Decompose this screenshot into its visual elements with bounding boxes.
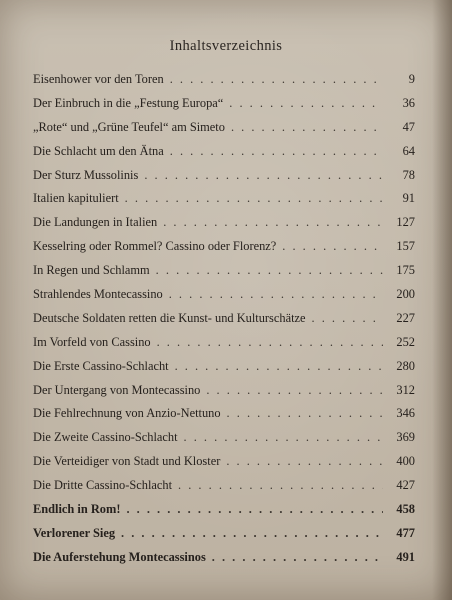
toc-entry [33, 287, 415, 311]
toc-entry-title: Deutsche Soldaten retten die Kunst- und Kulturschätze [33, 310, 306, 325]
toc-entry-title: Kesselring oder Rommel? Cassino oder Florenz? [33, 239, 277, 254]
toc-entry-title: Die Schlacht um den Ätna [33, 143, 164, 158]
toc-entry [33, 263, 415, 287]
toc-entry [33, 383, 415, 407]
toc-entry-page-number: 312 [396, 382, 415, 397]
toc-entry-page-number: 47 [402, 119, 415, 134]
toc-entry-page-number: 346 [396, 406, 415, 421]
toc-entry-page-number: 400 [396, 454, 415, 469]
toc-entry-page-number: 252 [396, 334, 415, 349]
dot-leader [126, 502, 383, 517]
toc-entry [33, 191, 415, 215]
toc-entry-title: Italien kapituliert [33, 191, 119, 206]
toc-entry-title: Die Verteidiger von Stadt und Kloster [33, 454, 221, 469]
toc-entry-page-number: 491 [396, 549, 415, 564]
toc-entry-title: Eisenhower vor den Toren [33, 72, 164, 86]
toc-entry-title: Die Auferstehung Montecassinos [33, 549, 206, 564]
toc-entry-title: Im Vorfeld von Cassino [33, 334, 151, 349]
toc-entry [33, 526, 415, 550]
toc-entry-title: Strahlendes Montecassino [33, 287, 163, 302]
toc-entry [33, 215, 415, 239]
toc-entry [33, 430, 415, 454]
toc-entry [33, 96, 415, 120]
toc-entry-title: Der Sturz Mussolinis [33, 167, 139, 182]
toc-entry-title: Die Zweite Cassino-Schlacht [33, 430, 178, 445]
toc-entry [33, 502, 415, 526]
dot-leader [121, 526, 383, 541]
toc-entry-title: Die Landungen in Italien [33, 215, 158, 230]
toc-entry-page-number: 477 [396, 525, 415, 540]
toc-entry-page-number: 127 [396, 215, 415, 230]
dot-leader [175, 359, 383, 374]
toc-entry [33, 120, 415, 144]
dot-leader [212, 550, 383, 565]
dot-leader [156, 263, 383, 278]
toc-entry-title: Die Fehlrechnung von Anzio-Nettuno [33, 406, 221, 421]
toc-entry [33, 311, 415, 335]
toc-entry-title: Verlorener Sieg [33, 525, 116, 540]
toc-entry-page-number: 175 [396, 263, 415, 278]
dot-leader [226, 454, 383, 469]
toc-entry-page-number: 280 [396, 358, 415, 373]
page-title: Inhaltsverzeichnis [169, 38, 283, 54]
toc-entry-page-number: 369 [396, 430, 415, 445]
dot-leader [125, 191, 383, 206]
dot-leader [163, 215, 383, 230]
dot-leader [282, 239, 383, 254]
toc-entry [33, 550, 415, 574]
dot-leader [169, 287, 383, 302]
dot-leader [170, 144, 383, 159]
toc-entry [33, 478, 415, 502]
toc-entry [33, 335, 415, 359]
toc-entry [33, 239, 415, 263]
toc-entry-page-number: 36 [402, 95, 415, 110]
dot-leader [227, 406, 383, 421]
toc-entry-title: In Regen und Schlamm [33, 263, 150, 278]
dot-leader [231, 120, 383, 135]
toc-entry-title: Der Einbruch in die „Festung Europa“ [33, 95, 224, 110]
toc-entry-page-number: 78 [402, 167, 415, 182]
toc-entry-page-number: 91 [402, 191, 415, 206]
dot-leader [312, 311, 383, 326]
toc-entry-title: Die Dritte Cassino-Schlacht [33, 478, 173, 493]
toc-entry-title: Der Untergang von Montecassino [33, 382, 201, 397]
dot-leader [157, 335, 383, 350]
toc-entry [33, 406, 415, 430]
toc-entry [33, 72, 415, 96]
toc-entry-page-number: 458 [396, 502, 415, 517]
dot-leader [170, 72, 383, 87]
toc-entry-page-number: 200 [396, 287, 415, 302]
dot-leader [178, 478, 383, 493]
toc-entry-page-number: 9 [408, 72, 415, 86]
dot-leader [206, 383, 383, 398]
toc-entry [33, 454, 415, 478]
dot-leader [229, 96, 383, 111]
toc-entry [33, 144, 415, 168]
toc-entry-title: Endlich in Rom! [33, 502, 121, 517]
toc-entry [33, 359, 415, 383]
table-of-contents [33, 72, 415, 574]
toc-entry-title: Die Erste Cassino-Schlacht [33, 358, 169, 373]
toc-entry-page-number: 227 [396, 310, 415, 325]
dot-leader [144, 168, 383, 183]
toc-entry [33, 168, 415, 192]
toc-entry-title: „Rote“ und „Grüne Teufel“ am Simeto [33, 119, 225, 134]
dot-leader [184, 430, 383, 445]
toc-entry-page-number: 157 [396, 239, 415, 254]
toc-entry-page-number: 64 [402, 143, 415, 158]
page-edge-shadow [432, 0, 452, 600]
toc-entry-page-number: 427 [396, 478, 415, 493]
